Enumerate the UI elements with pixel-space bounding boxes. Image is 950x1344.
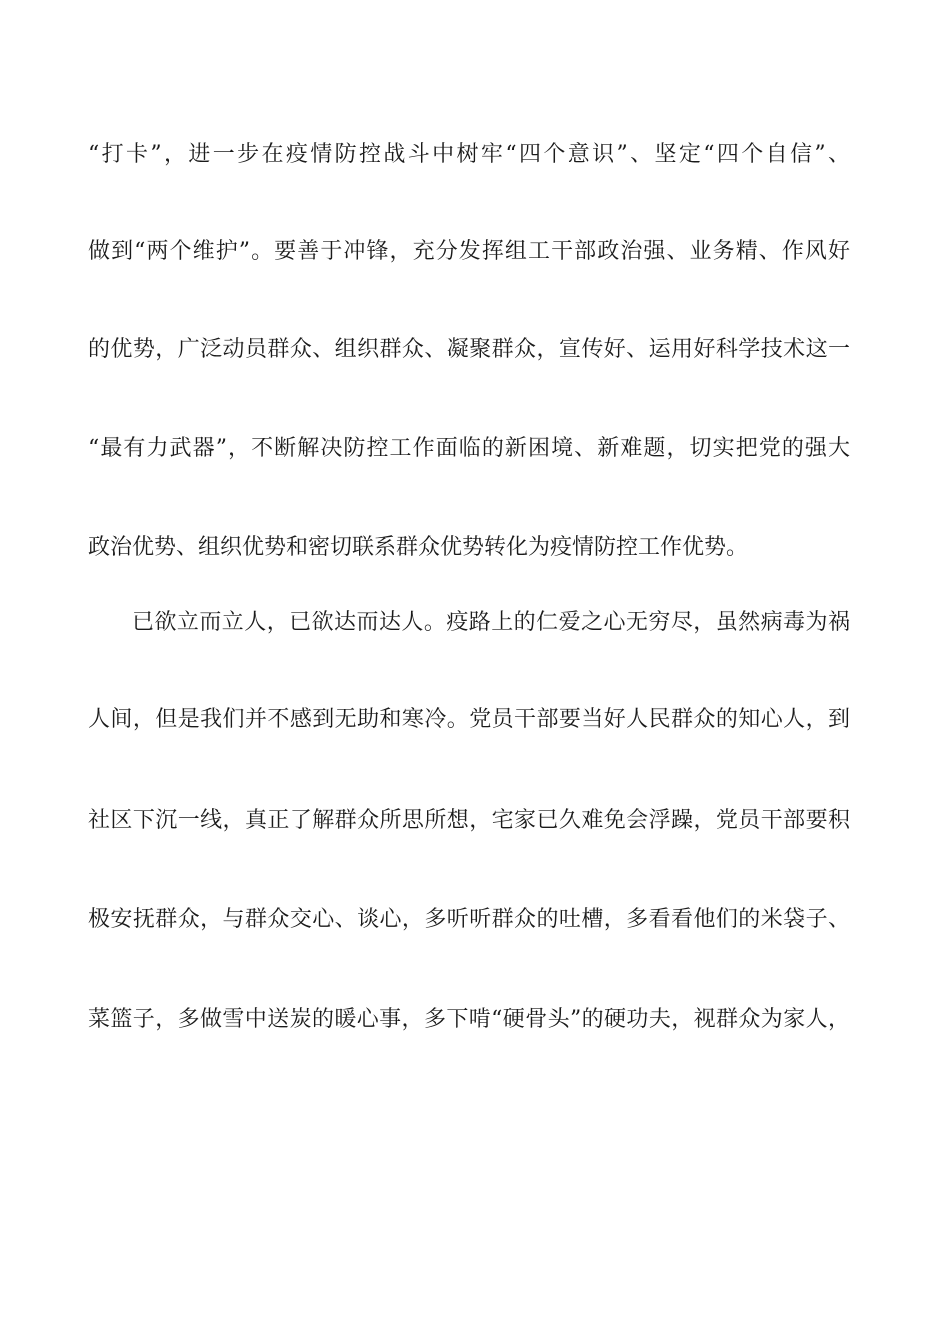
paragraph-2-line-3: 社区下沉一线，真正了解群众所思所想，宅家已久难免会浮躁，党员干部要积	[88, 808, 850, 833]
paragraph-2-line-1: 已欲立而立人，已欲达而达人。疫路上的仁爱之心无穷尽，虽然病毒为祸	[132, 610, 850, 635]
paragraph-2-line-2: 人间，但是我们并不感到无助和寒冷。党员干部要当好人民群众的知心人，到	[88, 707, 850, 732]
text-line-5: 政治优势、组织优势和密切联系群众优势转化为疫情防控工作优势。	[88, 535, 749, 560]
text-line-4: “最有力武器”，不断解决防控工作面临的新困境、新难题，切实把党的强大	[88, 436, 850, 461]
paragraph-2-line-5: 菜篮子，多做雪中送炭的暖心事，多下啃“硬骨头”的硬功夫，视群众为家人，	[88, 1007, 850, 1032]
text-line-3: 的优势，广泛动员群众、组织群众、凝聚群众，宣传好、运用好科学技术这一	[88, 337, 850, 362]
paragraph-2-line-4: 极安抚群众，与群众交心、谈心，多听听群众的吐槽，多看看他们的米袋子、	[88, 907, 850, 932]
text-line-1: “打卡”，进一步在疫情防控战斗中树牢“四个意识”、坚定“四个自信”、	[88, 142, 850, 167]
text-line-2: 做到“两个维护”。要善于冲锋，充分发挥组工干部政治强、业务精、作风好	[88, 239, 850, 264]
